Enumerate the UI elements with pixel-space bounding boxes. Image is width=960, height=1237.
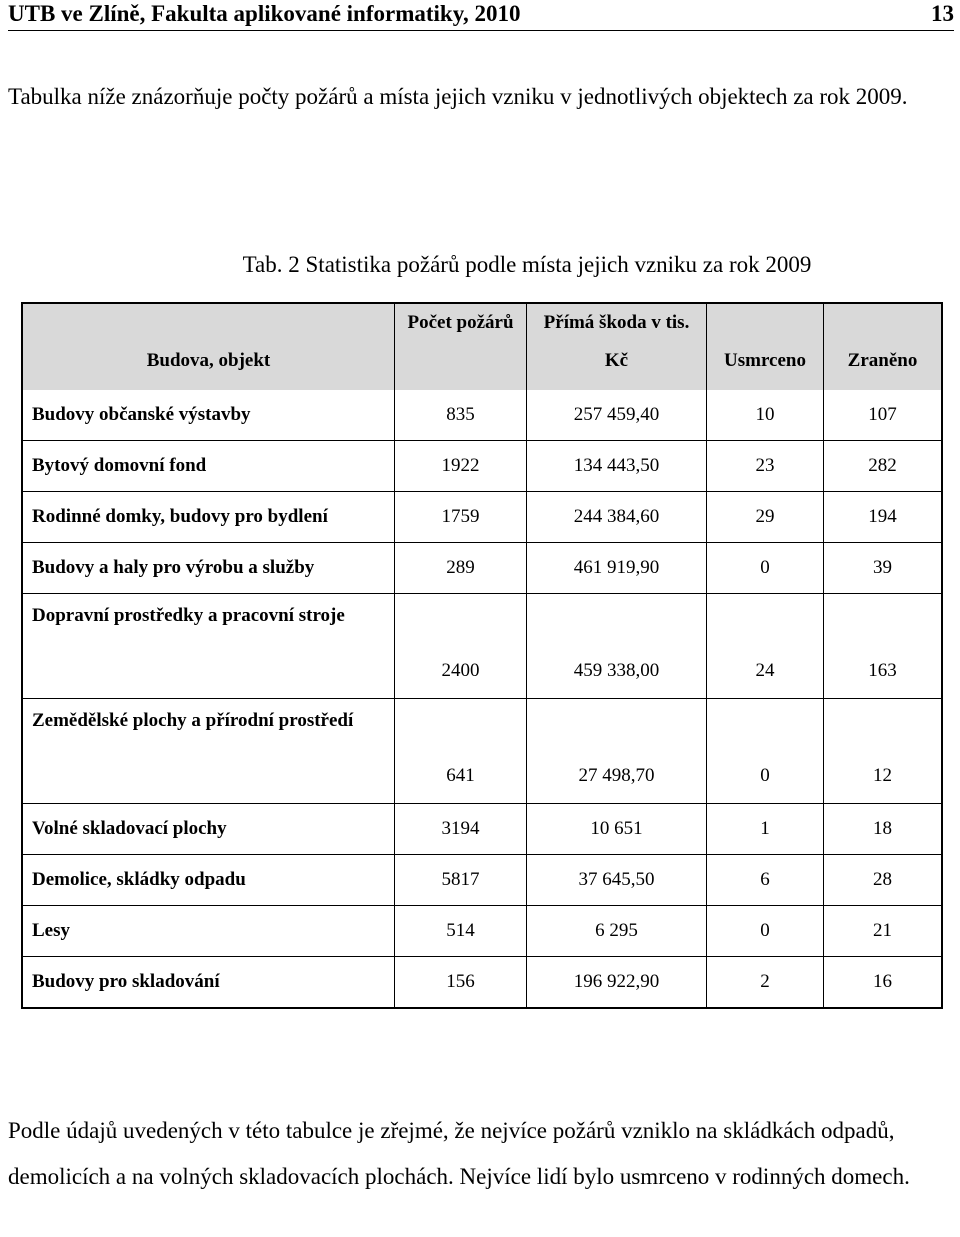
table-cell: 835 bbox=[395, 390, 527, 441]
table-cell: 6 295 bbox=[527, 906, 707, 957]
table-cell: 2400 bbox=[395, 594, 527, 699]
table-cell: 514 bbox=[395, 906, 527, 957]
table-cell: 289 bbox=[395, 543, 527, 594]
table-cell: Volné skladovací plochy bbox=[23, 804, 395, 855]
column-header: Usmrceno bbox=[707, 304, 824, 390]
table-cell: Dopravní prostředky a pracovní stroje bbox=[23, 594, 395, 699]
table-cell: 107 bbox=[824, 390, 941, 441]
table-cell: 0 bbox=[707, 906, 824, 957]
table-cell: Demolice, skládky odpadu bbox=[23, 855, 395, 906]
table-cell: 10 651 bbox=[527, 804, 707, 855]
table-cell: 27 498,70 bbox=[527, 699, 707, 804]
table-row bbox=[23, 957, 941, 1007]
table-cell: 29 bbox=[707, 492, 824, 543]
table-cell: 244 384,60 bbox=[527, 492, 707, 543]
table-cell: 282 bbox=[824, 441, 941, 492]
intro-paragraph: Tabulka níže znázorňuje počty požárů a místa jejich vzniku v jednotlivých objektech za rok 2009. bbox=[8, 84, 908, 109]
table-cell: 257 459,40 bbox=[527, 390, 707, 441]
table-cell: 16 bbox=[873, 971, 892, 992]
table-cell: Lesy bbox=[23, 906, 395, 957]
table-cell: Budovy a haly pro výrobu a služby bbox=[23, 543, 395, 594]
table-cell: 37 645,50 bbox=[527, 855, 707, 906]
page-number: 13 bbox=[931, 1, 954, 26]
table-row bbox=[23, 906, 941, 957]
conclusion-paragraph: Podle údajů uvedených v této tabulce je zřejmé, že nejvíce požárů vzniklo na skládkách odpadů, demolicích a na volných skladovacích plochách. Nejvíce lidí bylo usmrceno v rodinných domech. bbox=[8, 1118, 910, 1189]
table-row bbox=[23, 594, 941, 699]
running-header bbox=[8, 0, 954, 31]
table-header-row bbox=[23, 304, 941, 390]
table-row bbox=[23, 543, 941, 594]
column-header: Budova, objekt bbox=[23, 304, 395, 390]
table-cell: 24 bbox=[707, 594, 824, 699]
table-row bbox=[23, 441, 941, 492]
column-header: Přímá škoda v tis. Kč bbox=[527, 304, 707, 390]
table-cell: 459 338,00 bbox=[527, 594, 707, 699]
table-row bbox=[23, 390, 941, 441]
table-cell: 10 bbox=[707, 390, 824, 441]
table-cell: Bytový domovní fond bbox=[23, 441, 395, 492]
table-cell: 0 bbox=[707, 699, 824, 804]
table-cell: 39 bbox=[824, 543, 941, 594]
table-cell: 134 443,50 bbox=[527, 441, 707, 492]
column-header: Počet požárů bbox=[395, 304, 527, 390]
table-cell: Rodinné domky, budovy pro bydlení bbox=[23, 492, 395, 543]
table-row bbox=[23, 699, 941, 804]
table-caption: Tab. 2 Statistika požárů podle místa jejich vzniku za rok 2009 bbox=[242, 252, 812, 277]
table-cell: 1759 bbox=[395, 492, 527, 543]
table-cell: 18 bbox=[824, 804, 941, 855]
table-cell: 0 bbox=[707, 543, 824, 594]
table-cell: 196 922,90 bbox=[527, 957, 707, 1007]
table-cell: 23 bbox=[707, 441, 824, 492]
table-cell: 6 bbox=[707, 855, 824, 906]
table-cell: 194 bbox=[824, 492, 941, 543]
table-cell: 21 bbox=[824, 906, 941, 957]
table-cell: 156 bbox=[395, 957, 527, 1007]
table-cell: 641 bbox=[395, 699, 527, 804]
table-cell: 5817 bbox=[395, 855, 527, 906]
table-cell: 12 bbox=[824, 699, 941, 804]
table-cell: 2 bbox=[707, 957, 824, 1007]
table-cell: 1922 bbox=[395, 441, 527, 492]
table-cell: Budovy pro skladování bbox=[23, 957, 395, 1007]
table-row bbox=[23, 492, 941, 543]
table-row bbox=[23, 804, 941, 855]
table-cell: Zemědělské plochy a přírodní prostředí bbox=[23, 699, 395, 804]
document-title: UTB ve Zlíně, Fakulta aplikované informatiky, 2010 bbox=[8, 1, 521, 26]
table-cell: 163 bbox=[824, 594, 941, 699]
fire-statistics-table bbox=[21, 302, 943, 1009]
column-header: Zraněno bbox=[824, 304, 941, 390]
table-cell: 1 bbox=[707, 804, 824, 855]
table-cell: 461 919,90 bbox=[527, 543, 707, 594]
table-cell: 28 bbox=[824, 855, 941, 906]
table-row bbox=[23, 855, 941, 906]
table-cell: Budovy občanské výstavby bbox=[23, 390, 395, 441]
table-cell: 3194 bbox=[395, 804, 527, 855]
